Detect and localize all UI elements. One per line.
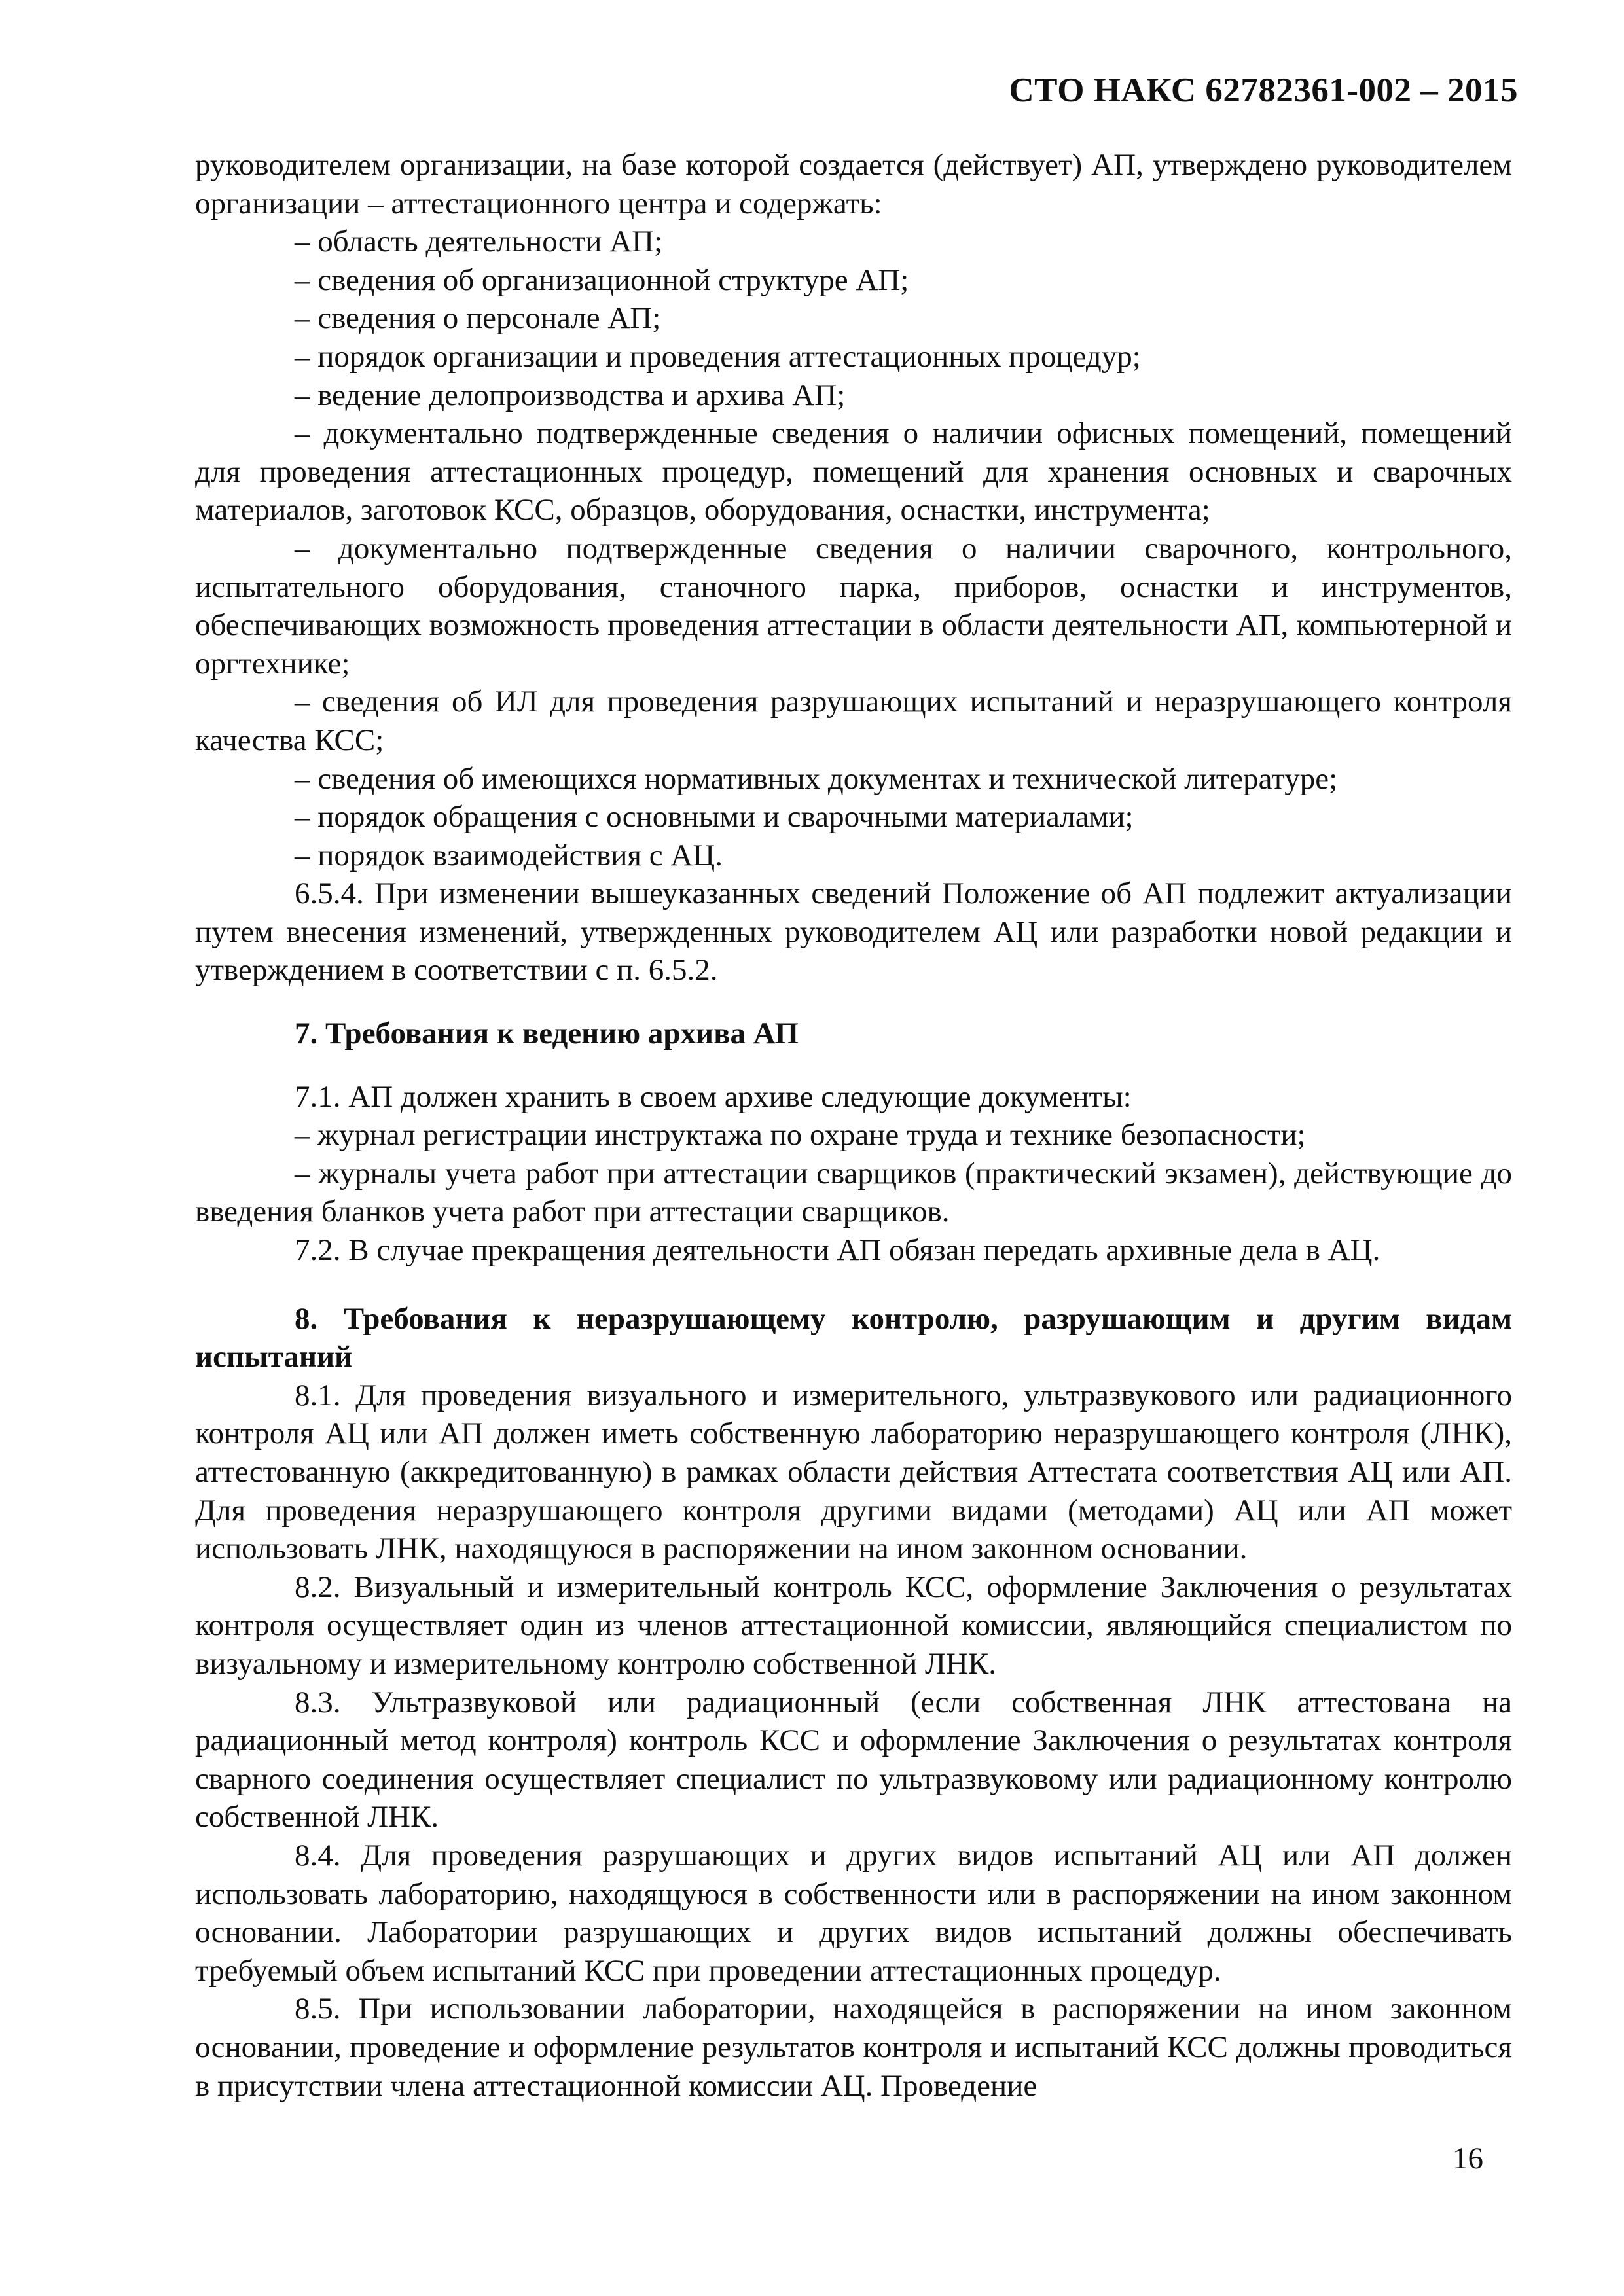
page-number: 16	[1453, 2142, 1483, 2176]
paragraph-8-1: 8.1. Для проведения визуального и измерительного, ультразвукового или радиационного контроля АЦ или АП должен иметь собственную лабораторию неразрушающего контроля (ЛНК), аттестованную (аккредитованную) в рамках области действия Аттестата соответствия АЦ или АП. Для проведения неразрушающего контроля другими видами (методами) АЦ или АП может использовать ЛНК, находящуюся в распоряжении на ином законном основании.	[195, 1378, 1512, 1566]
paragraph-8-2: 8.2. Визуальный и измерительный контроль КСС, оформление Заключения о результатах контроля осуществляет один из членов аттестационной комиссии, являющийся специалистом по визуальному и измерительному контролю собственной ЛНК.	[195, 1570, 1512, 1681]
list-item-personnel: – сведения о персонале АП;	[295, 301, 661, 336]
list-item-scope: – область деятельности АП;	[295, 224, 663, 259]
list-item-test-lab: – сведения об ИЛ для проведения разрушающих испытаний и неразрушающего контроля качества КСС;	[195, 685, 1512, 757]
list-item-equipment: – документально подтвержденные сведения о наличии сварочного, контрольного, испытательного оборудования, станочного парка, приборов, оснастки и инструментов, обеспечивающих возможность проведения аттестации в области деятельности АП, компьютерной и оргтехнике;	[195, 531, 1512, 681]
document-code-header: СТО НАКС 62782361-002 – 2015	[1009, 71, 1518, 109]
paragraph-7-2: 7.2. В случае прекращения деятельности АП обязан передать архивные дела в АЦ.	[295, 1233, 1380, 1268]
list-item-safety-journal: – журнал регистрации инструктажа по охране труда и технике безопасности;	[295, 1118, 1306, 1153]
list-item-work-journals: – журналы учета работ при аттестации сварщиков (практический экзамен), действующие до введения бланков учета работ при аттестации сварщиков.	[195, 1156, 1512, 1229]
list-item-interaction: – порядок взаимодействия с АЦ.	[295, 838, 723, 872]
paragraph-8-5: 8.5. При использовании лаборатории, находящейся в распоряжении на ином законном основании, проведение и оформление результатов контроля и испытаний КСС должны проводиться в присутствии члена аттестационной комиссии АЦ. Проведение	[195, 1992, 1512, 2103]
section-heading-8: 8. Требования к неразрушающему контролю, разрушающим и другим видам испытаний	[195, 1301, 1512, 1374]
paragraph-intro: руководителем организации, на базе которой создается (действует) АП, утверждено руководителем организации – аттестационного центра и содержать:	[195, 148, 1512, 221]
document-body	[195, 146, 1512, 2105]
list-item-structure: – сведения об организационной структуре АП;	[295, 262, 909, 297]
list-item-materials: – порядок обращения с основными и сварочными материалами;	[295, 800, 1134, 834]
paragraph-8-4: 8.4. Для проведения разрушающих и других видов испытаний АЦ или АП должен использовать лабораторию, находящуюся в собственности или в распоряжении на ином законном основании. Лаборатории разрушающих и других видов испытаний должны обеспечивать требуемый объем испытаний КСС при проведении аттестационных процедур.	[195, 1838, 1512, 1988]
section-heading-7: 7. Требования к ведению архива АП	[295, 1016, 799, 1051]
list-item-premises: – документально подтвержденные сведения о наличии офисных помещений, помещений для проведения аттестационных процедур, помещений для хранения основных и сварочных материалов, заготовок КСС, образцов, оборудования, оснастки, инструмента;	[195, 416, 1512, 528]
paragraph-8-3: 8.3. Ультразвуковой или радиационный (если собственная ЛНК аттестована на радиационный метод контроля) контроль КСС и оформление Заключения о результатах контроля сварного соединения осуществляет специалист по ультразвуковому или радиационному контролю собственной ЛНК.	[195, 1685, 1512, 1835]
paragraph-6-5-4: 6.5.4. При изменении вышеуказанных сведений Положение об АП подлежит актуализации путем внесения изменений, утвержденных руководителем АЦ или разработки новой редакции и утверждением в соответствии с п. 6.5.2.	[195, 876, 1512, 988]
list-item-literature: – сведения об имеющихся нормативных документах и технической литературе;	[295, 761, 1338, 796]
paragraph-7-1: 7.1. АП должен хранить в своем архиве следующие документы:	[295, 1079, 1132, 1114]
list-item-records: – ведение делопроизводства и архива АП;	[295, 378, 846, 412]
list-item-procedures: – порядок организации и проведения аттестационных процедур;	[295, 339, 1141, 374]
